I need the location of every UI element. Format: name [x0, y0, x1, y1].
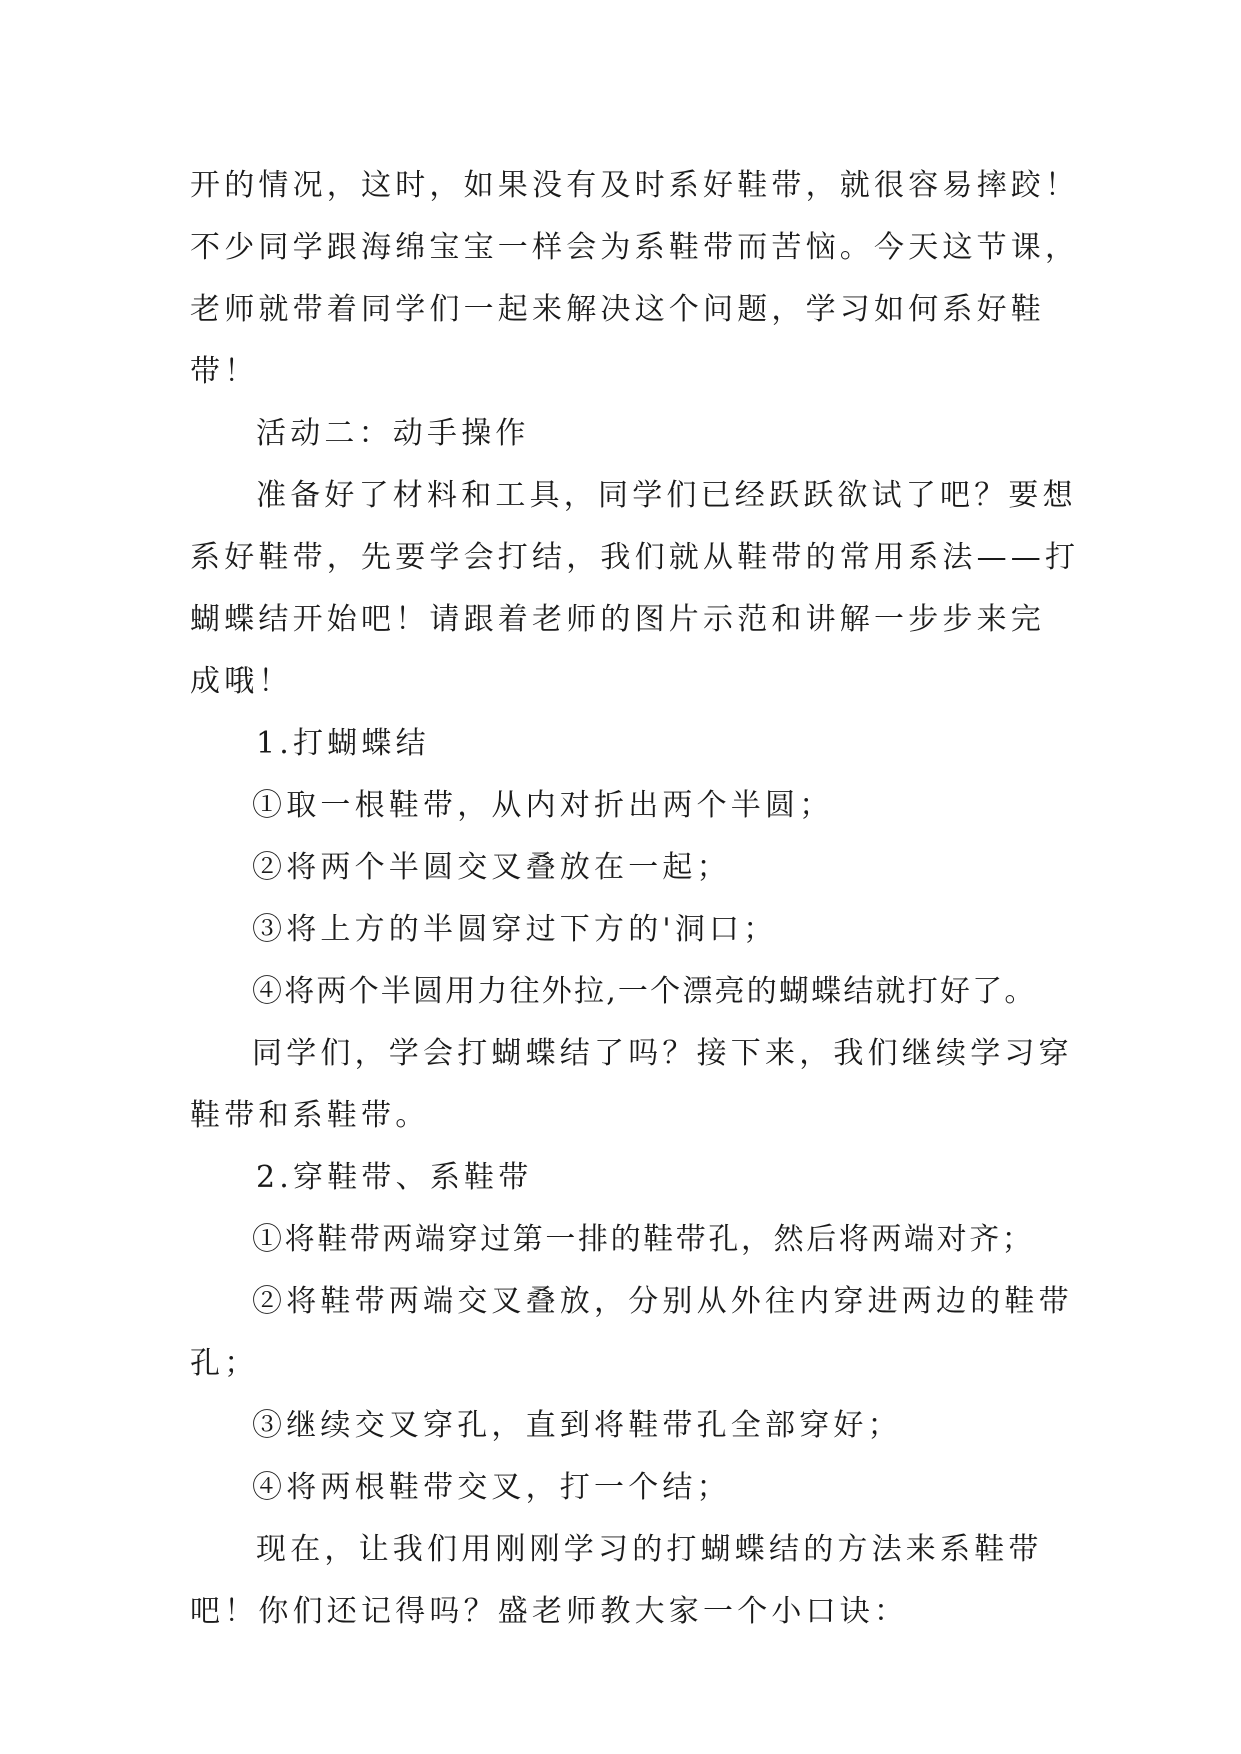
step-item: ③继续交叉穿孔，直到将鞋带孔全部穿好；: [252, 1408, 902, 1443]
paragraph-line: 带！: [190, 354, 259, 389]
paragraph-line: 准备好了材料和工具，同学们已经跃跃欲试了吧？要想: [256, 478, 1077, 513]
step-item: ②将鞋带两端交叉叠放，分别从外往内穿进两边的鞋带: [252, 1284, 1073, 1319]
step-item: ④将两根鞋带交叉，打一个结；: [252, 1470, 731, 1505]
paragraph-line: 鞋带和系鞋带。: [190, 1098, 430, 1133]
paragraph-line: 系好鞋带，先要学会打结，我们就从鞋带的常用系法——打: [190, 540, 1080, 575]
paragraph-line: 孔；: [190, 1346, 259, 1381]
paragraph-line: 吧！你们还记得吗？盛老师教大家一个小口诀：: [190, 1594, 909, 1629]
paragraph-line: 蝴蝶结开始吧！请跟着老师的图片示范和讲解一步步来完: [190, 602, 1045, 637]
subsection-heading: 2.穿鞋带、系鞋带: [256, 1160, 533, 1195]
document-body: [190, 155, 1080, 1643]
subsection-heading: 1.打蝴蝶结: [256, 726, 430, 761]
paragraph-line: 老师就带着同学们一起来解决这个问题，学习如何系好鞋: [190, 292, 1045, 327]
paragraph-line: 现在，让我们用刚刚学习的打蝴蝶结的方法来系鞋带: [256, 1532, 1043, 1567]
step-item: ③将上方的半圆穿过下方的'洞口；: [252, 912, 778, 947]
paragraph-line: 成哦！: [190, 664, 293, 699]
step-item: ④将两个半圆用力往外拉,一个漂亮的蝴蝶结就打好了。: [252, 974, 1037, 1009]
step-item: ①取一根鞋带，从内对折出两个半圆；: [252, 788, 834, 823]
paragraph-line: 开的情况，这时，如果没有及时系好鞋带，就很容易摔跤！: [190, 168, 1080, 203]
paragraph-line: 同学们，学会打蝴蝶结了吗？接下来，我们继续学习穿: [252, 1036, 1073, 1071]
section-heading: 活动二：动手操作: [256, 416, 530, 451]
step-item: ②将两个半圆交叉叠放在一起；: [252, 850, 731, 885]
step-item: ①将鞋带两端穿过第一排的鞋带孔，然后将两端对齐；: [252, 1222, 1035, 1257]
paragraph-line: 不少同学跟海绵宝宝一样会为系鞋带而苦恼。今天这节课，: [190, 230, 1080, 265]
